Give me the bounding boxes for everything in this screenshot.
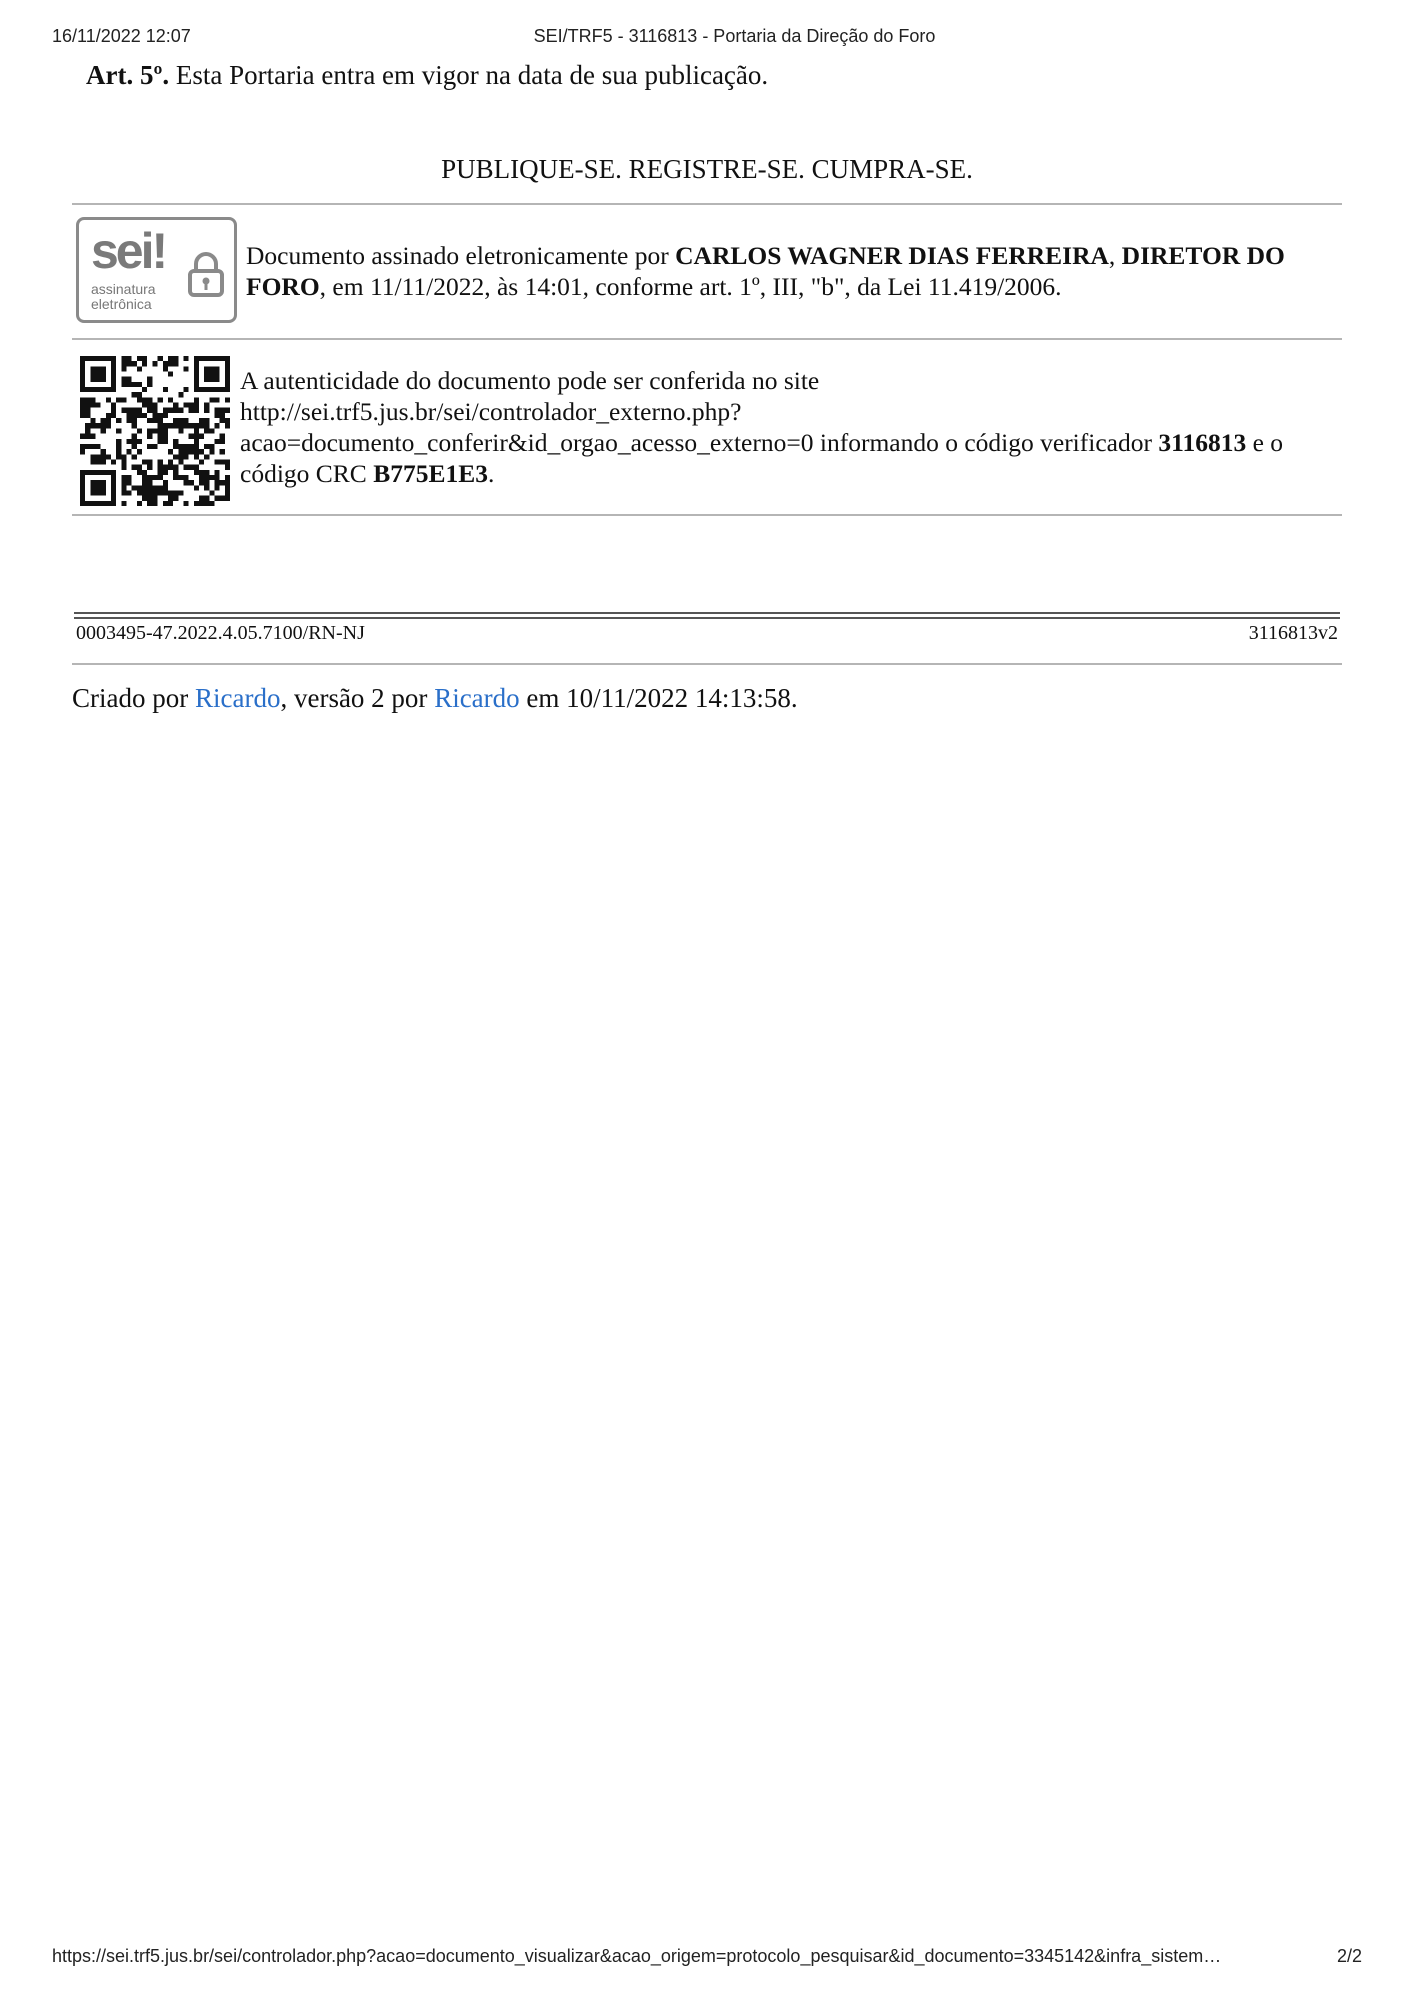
lock-icon <box>185 250 227 298</box>
process-line <box>76 622 1338 645</box>
created-middle: , versão 2 por <box>280 683 435 713</box>
sei-logo-sub2: eletrônica <box>91 296 152 312</box>
created-prefix: Criado por <box>72 683 195 713</box>
crc-prefix: código CRC <box>240 459 374 488</box>
print-title: SEI/TRF5 - 3116813 - Portaria da Direção do Foro <box>533 26 936 46</box>
authenticity-text <box>240 365 1340 489</box>
sei-logo-word: sei! <box>91 223 166 279</box>
signer-role: DIRETOR DO FORO <box>246 241 1285 301</box>
sei-signature-logo <box>76 217 237 323</box>
divider <box>72 203 1342 205</box>
author-link[interactable]: Ricardo <box>194 683 281 713</box>
sei-logo-sub1: assinatura <box>91 281 156 297</box>
created-suffix: em 10/11/2022 14:13:58. <box>519 683 798 713</box>
crc-suffix: . <box>487 459 495 488</box>
signature-comma: , <box>1108 241 1122 270</box>
verifier-code: 3116813 <box>1158 428 1247 457</box>
sei-logo-subtitle <box>91 282 156 312</box>
authenticity-line-3 <box>240 427 1340 458</box>
divider <box>72 338 1342 340</box>
created-by-line <box>72 683 798 714</box>
divider <box>72 663 1342 665</box>
divider <box>72 514 1342 516</box>
authenticity-line-3-prefix: acao=documento_conferir&id_orgao_acesso_externo=0 informando o código verificador <box>240 428 1159 457</box>
crc-code: B775E1E3 <box>373 459 488 488</box>
qr-code-icon <box>79 356 231 506</box>
article-5 <box>86 60 768 91</box>
footer-double-rule <box>74 617 1340 619</box>
footer-double-rule <box>74 612 1340 614</box>
article-label: Art. 5º. <box>86 60 170 90</box>
authenticity-line-3-mid: e o <box>1246 428 1284 457</box>
signature-text <box>246 240 1338 302</box>
print-datetime: 16/11/2022 12:07 <box>52 26 191 46</box>
process-number: 0003495-47.2022.4.05.7100/RN-NJ <box>76 622 365 644</box>
print-footer <box>52 1946 1362 1970</box>
signature-suffix: , em 11/11/2022, às 14:01, conforme art. 1º, III, "b", da Lei 11.419/2006. <box>319 272 1062 301</box>
print-url: https://sei.trf5.jus.br/sei/controlador.php?acao=documento_visualizar&acao_origem=protocolo_pesquisar&id_documento=3345142&infra_sistem… <box>52 1946 1222 1966</box>
signature-prefix: Documento assinado eletronicamente por <box>246 241 676 270</box>
closing-formula: PUBLIQUE-SE. REGISTRE-SE. CUMPRA-SE. <box>441 154 973 184</box>
article-text: Esta Portaria entra em vigor na data de sua publicação. <box>169 60 769 90</box>
document-version: 3116813v2 <box>1248 622 1338 644</box>
authenticity-line-4 <box>240 458 1340 489</box>
print-page-number: 2/2 <box>1336 1946 1362 1966</box>
authenticity-line-1: A autenticidade do documento pode ser conferida no site <box>240 366 820 395</box>
print-header <box>52 26 1362 50</box>
authenticity-url: http://sei.trf5.jus.br/sei/controlador_externo.php? <box>240 397 742 426</box>
signer-name: CARLOS WAGNER DIAS FERREIRA <box>675 241 1109 270</box>
editor-link[interactable]: Ricardo <box>434 683 520 713</box>
